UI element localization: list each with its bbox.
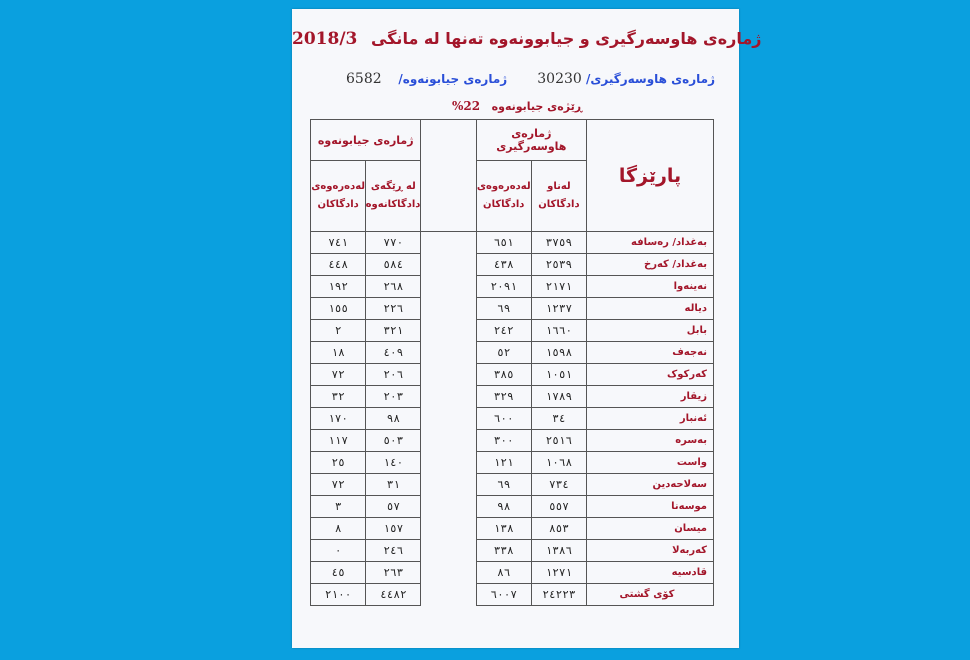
marriage-in-courts-cell: ٢٥٣٩ <box>531 254 586 276</box>
province-cell: کەرکوک <box>587 364 714 386</box>
province-header: پارێزگا <box>587 120 714 232</box>
marriage-out-courts-cell: ٦٥١ <box>476 232 531 254</box>
col-divorce-via-courts: لە ڕێگەی دادگاکانەوە <box>366 161 421 232</box>
marriage-in-courts-cell: ١٢٧١ <box>531 562 586 584</box>
province-cell: ئەنبار <box>587 408 714 430</box>
province-cell: بابل <box>587 320 714 342</box>
column-gap <box>421 320 476 342</box>
table-body <box>311 232 714 606</box>
marriages-value: 30230 <box>537 71 582 87</box>
marriage-in-courts-cell: ١٠٦٨ <box>531 452 586 474</box>
divorce-group-header: ژمارەی جیابونەوە <box>311 120 421 161</box>
divorce-via-courts-cell: ٩٨ <box>366 408 421 430</box>
marriage-out-courts-cell: ٤٣٨ <box>476 254 531 276</box>
divorce-via-courts-cell: ٢٢٦ <box>366 298 421 320</box>
divorce-via-courts-cell: ٤٤٨٢ <box>366 584 421 606</box>
marriage-in-courts-cell: ٣٤ <box>531 408 586 430</box>
marriage-out-courts-cell: ٦٩ <box>476 474 531 496</box>
column-gap <box>421 518 476 540</box>
table-row <box>311 430 714 452</box>
divorce-out-courts-cell: ٤٤٨ <box>311 254 366 276</box>
marriage-out-courts-cell: ٨٦ <box>476 562 531 584</box>
marriage-out-courts-cell: ٣٨٥ <box>476 364 531 386</box>
province-cell: موسەنا <box>587 496 714 518</box>
column-gap <box>421 342 476 364</box>
table-row <box>311 540 714 562</box>
marriage-out-courts-cell: ٦٠٠٧ <box>476 584 531 606</box>
table-row <box>311 562 714 584</box>
divorce-rate <box>452 99 582 113</box>
col-marriage-in-courts: لەناو دادگاکان <box>531 161 586 232</box>
stats-line <box>292 71 739 91</box>
marriage-in-courts-cell: ١٧٨٩ <box>531 386 586 408</box>
marriage-in-courts-cell: ٣٧٥٩ <box>531 232 586 254</box>
divorce-via-courts-cell: ٢٦٨ <box>366 276 421 298</box>
province-cell: قادسیە <box>587 562 714 584</box>
province-cell: نەینەوا <box>587 276 714 298</box>
divorce-via-courts-cell: ٢٤٦ <box>366 540 421 562</box>
table-row <box>311 320 714 342</box>
divorce-via-courts-cell: ٢٠٣ <box>366 386 421 408</box>
table-row <box>311 474 714 496</box>
divorce-out-courts-cell: ٨ <box>311 518 366 540</box>
marriage-in-courts-cell: ١٦٦٠ <box>531 320 586 342</box>
title-text: ژمارەی هاوسەرگیری و جیابوونەوە تەنها لە مانگی <box>370 29 762 48</box>
marriage-group-header: ژمارەی هاوسەرگیری <box>476 120 586 161</box>
province-cell: کەربەلا <box>587 540 714 562</box>
divorces-label: ژمارەی جیابونەوە/ <box>398 72 508 86</box>
divorce-out-courts-cell: ٣ <box>311 496 366 518</box>
table-row <box>311 276 714 298</box>
divorce-via-courts-cell: ٣٢١ <box>366 320 421 342</box>
marriages-label: ژمارەی هاوسەرگیری/ <box>585 72 715 86</box>
divorce-out-courts-cell: ١٨ <box>311 342 366 364</box>
marriage-out-courts-cell: ١٣٨ <box>476 518 531 540</box>
table-row <box>311 232 714 254</box>
divorce-out-courts-cell: ٢١٠٠ <box>311 584 366 606</box>
marriage-out-courts-cell: ٣٠٠ <box>476 430 531 452</box>
divorce-rate-label: ڕێژەی جیابونەوە <box>491 100 583 113</box>
province-cell: نەجەف <box>587 342 714 364</box>
province-cell: میسان <box>587 518 714 540</box>
divorces-stat <box>346 71 507 87</box>
divorce-out-courts-cell: ١٩٢ <box>311 276 366 298</box>
marriage-in-courts-cell: ٢٤٢٢٣ <box>531 584 586 606</box>
divorce-out-courts-cell: ١١٧ <box>311 430 366 452</box>
province-cell: بەغداد/ کەرخ <box>587 254 714 276</box>
province-cell: دیالە <box>587 298 714 320</box>
province-cell: بەغداد/ رەسافە <box>587 232 714 254</box>
province-cell: واست <box>587 452 714 474</box>
divorce-out-courts-cell: ١٥٥ <box>311 298 366 320</box>
column-gap <box>421 496 476 518</box>
marriage-out-courts-cell: ١٢١ <box>476 452 531 474</box>
divorces-value: 6582 <box>346 71 382 87</box>
divorce-out-courts-cell: ٢ <box>311 320 366 342</box>
province-cell: سەلاحەدین <box>587 474 714 496</box>
table-row <box>311 364 714 386</box>
marriage-in-courts-cell: ١٣٨٦ <box>531 540 586 562</box>
table-row <box>311 452 714 474</box>
divorce-out-courts-cell: ٧٢ <box>311 474 366 496</box>
marriage-out-courts-cell: ٢٠٩١ <box>476 276 531 298</box>
marriage-out-courts-cell: ٦٩ <box>476 298 531 320</box>
column-gap <box>421 254 476 276</box>
divorce-via-courts-cell: ٥٧ <box>366 496 421 518</box>
column-gap <box>421 540 476 562</box>
statistics-table <box>310 119 714 606</box>
divorce-out-courts-cell: ٠ <box>311 540 366 562</box>
province-cell: زیقار <box>587 386 714 408</box>
divorce-via-courts-cell: ٧٧٠ <box>366 232 421 254</box>
column-gap <box>421 408 476 430</box>
table-row <box>311 408 714 430</box>
marriage-out-courts-cell: ٢٤٢ <box>476 320 531 342</box>
divorce-out-courts-cell: ١٧٠ <box>311 408 366 430</box>
col-divorce-out-courts: لەدەرەوەی دادگاکان <box>311 161 366 232</box>
column-gap <box>421 430 476 452</box>
marriage-in-courts-cell: ٥٥٧ <box>531 496 586 518</box>
table-row <box>311 298 714 320</box>
divorce-out-courts-cell: ٧٢ <box>311 364 366 386</box>
divorce-via-courts-cell: ١٥٧ <box>366 518 421 540</box>
col-marriage-out-courts: لەدەرەوەی دادگاکان <box>476 161 531 232</box>
divorce-out-courts-cell: ٢٥ <box>311 452 366 474</box>
marriage-in-courts-cell: ٧٣٤ <box>531 474 586 496</box>
table-row <box>311 254 714 276</box>
period: 2018/3 <box>292 29 358 49</box>
divorce-out-courts-cell: ٤٥ <box>311 562 366 584</box>
table-row <box>311 386 714 408</box>
divorce-out-courts-cell: ٧٤١ <box>311 232 366 254</box>
document-title <box>292 29 762 49</box>
marriage-out-courts-cell: ٥٢ <box>476 342 531 364</box>
marriage-out-courts-cell: ٣٣٨ <box>476 540 531 562</box>
province-cell: بەسرە <box>587 430 714 452</box>
divorce-via-courts-cell: ٤٠٩ <box>366 342 421 364</box>
divorce-out-courts-cell: ٣٢ <box>311 386 366 408</box>
marriage-out-courts-cell: ٦٠٠ <box>476 408 531 430</box>
divorce-via-courts-cell: ٥٠٣ <box>366 430 421 452</box>
column-gap <box>421 386 476 408</box>
column-gap <box>421 584 476 606</box>
column-gap <box>421 474 476 496</box>
total-row <box>311 584 714 606</box>
column-gap <box>421 232 476 254</box>
marriage-in-courts-cell: ١٠٥١ <box>531 364 586 386</box>
divorce-via-courts-cell: ١٤٠ <box>366 452 421 474</box>
divorce-via-courts-cell: ٢٦٣ <box>366 562 421 584</box>
marriage-in-courts-cell: ١٢٣٧ <box>531 298 586 320</box>
marriage-out-courts-cell: ٩٨ <box>476 496 531 518</box>
divorce-via-courts-cell: ٥٨٤ <box>366 254 421 276</box>
divorce-rate-value: 22% <box>452 99 481 113</box>
marriage-in-courts-cell: ٨٥٣ <box>531 518 586 540</box>
marriage-out-courts-cell: ٣٢٩ <box>476 386 531 408</box>
column-gap <box>421 452 476 474</box>
table-row <box>311 496 714 518</box>
marriage-in-courts-cell: ٢٥١٦ <box>531 430 586 452</box>
province-cell: کۆی گشتی <box>587 584 714 606</box>
table-row <box>311 342 714 364</box>
document-page <box>292 9 762 648</box>
marriages-stat <box>537 71 715 87</box>
column-gap <box>421 364 476 386</box>
divorce-via-courts-cell: ٣١ <box>366 474 421 496</box>
divorce-via-courts-cell: ٢٠٦ <box>366 364 421 386</box>
column-gap <box>421 120 476 232</box>
marriage-in-courts-cell: ٢١٧١ <box>531 276 586 298</box>
column-gap <box>421 562 476 584</box>
column-gap <box>421 276 476 298</box>
table-row <box>311 518 714 540</box>
marriage-in-courts-cell: ١٥٩٨ <box>531 342 586 364</box>
column-gap <box>421 298 476 320</box>
